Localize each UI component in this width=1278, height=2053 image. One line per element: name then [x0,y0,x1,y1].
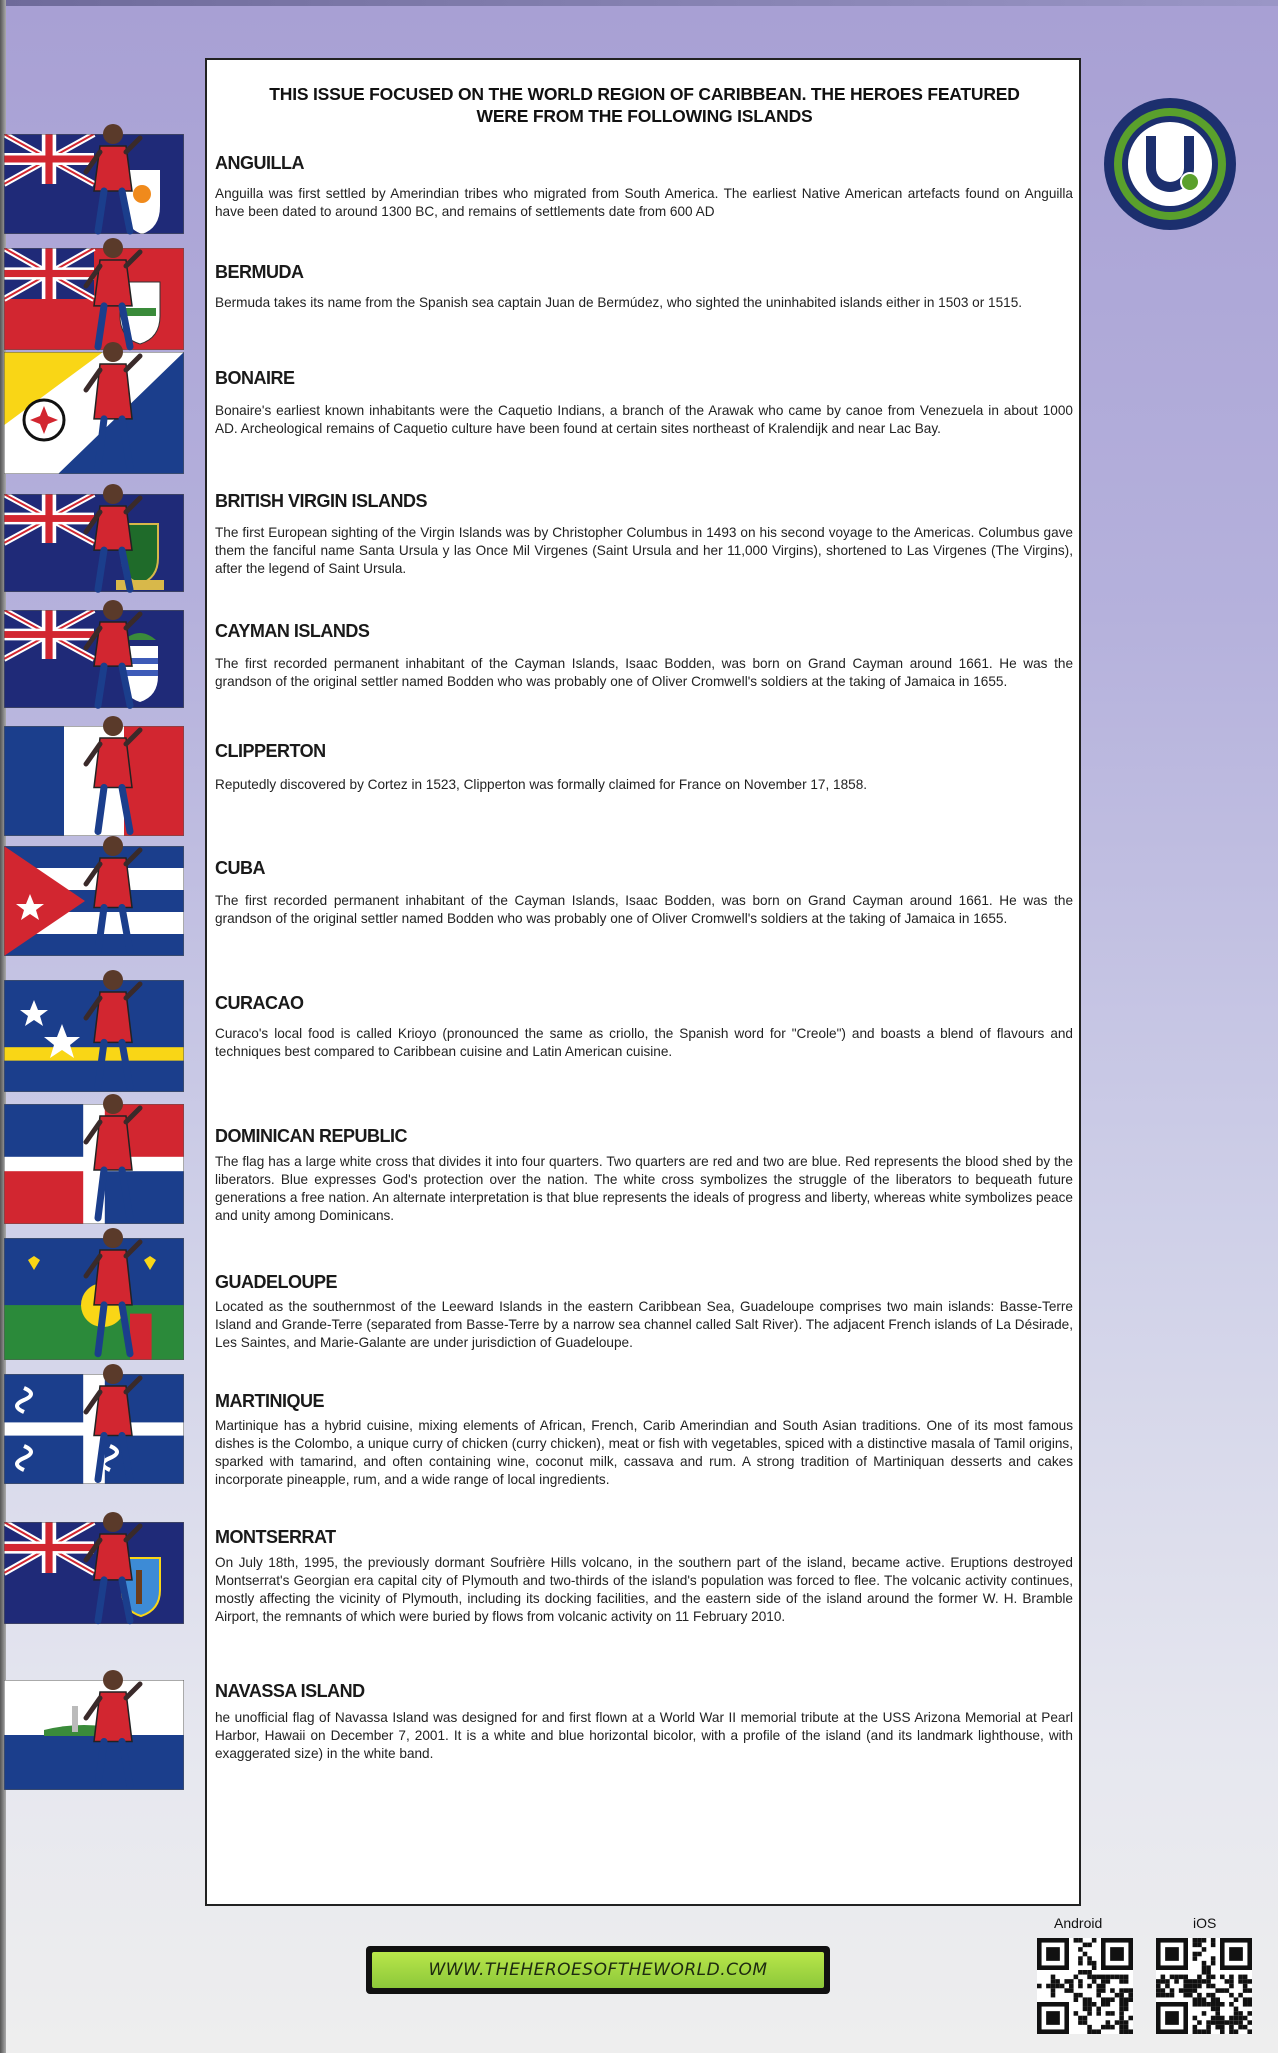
panel-heading [237,83,1052,127]
entry-text: The flag has a large white cross that divides it into four quarters. Two quarters are red and two are blue. Red represents the blood shed by the liberators. Blue expresses God's protection over the nation. The white cross symbolizes the struggle of the liberators to bequeath future generations a free nation. An alternate interpretation is that blue represents the ideals of progress and liberty, whereas white symbolizes peace and unity among Dominicans. [215,1154,1073,1223]
entry-text: Bonaire's earliest known inhabitants were the Caquetio Indians, a branch of the Arawak who came by canoe from Venezuela in about 1000 AD. Archeological remains of Caquetio culture have been found at certain sites northeast of Kralendijk and near Lac Bay. [215,403,1073,436]
entry-text: Anguilla was first settled by Amerindian tribes who migrated from South America. The earliest Native American artefacts found on Anguilla have been dated to around 1300 BC, and remains of settlements date from 600 AD [215,186,1073,219]
entry-title: BRITISH VIRGIN ISLANDS [215,491,428,511]
entry-guadeloupe [215,1271,1073,1352]
entry-title: BERMUDA [215,262,304,282]
hero-figure-icon [78,1508,148,1643]
heading-line-1: THIS ISSUE FOCUSED ON THE WORLD REGION OF CARIBBEAN. THE HEROES FEATURED [269,84,1020,104]
entry-montserrat [215,1526,1073,1626]
android-label: Android [1054,1915,1103,1931]
page-top-edge [0,0,1278,6]
hero-figure-icon [78,1360,148,1503]
entry-cuba [215,857,1073,928]
info-panel [205,58,1081,1906]
entry-text: The first recorded permanent inhabitant of the Cayman Islands, Isaac Bodden, was born on Grand Cayman around 1661. He was the grandson of the original settler named Bodden who was probably one of Oliver Cromwell's soldiers at the taking of Jamaica in 1655. [215,893,1073,926]
android-qr-code-icon[interactable] [1037,1938,1133,2034]
entry-martinique [215,1390,1073,1489]
entry-title: CAYMAN ISLANDS [215,621,370,641]
entry-title: BONAIRE [215,368,295,388]
entry-cayman-islands [215,620,1073,691]
entry-anguilla [215,152,1073,221]
entry-title: DOMINICAN REPUBLIC [215,1126,407,1146]
entry-text: The first European sighting of the Virgin Islands was by Christopher Columbus in 1493 on his second voyage to the Americas. Columbus gave them the fanciful name Santa Ursula y las Once Mil Virgenes (Saint Ursula and her 11,000 Virgins), shortened to Las Virgenes (The Virgins), after the legend of Saint Ursula. [215,525,1073,576]
entry-title: MONTSERRAT [215,1527,336,1547]
entry-text: Curaco's local food is called Krioyo (pronounced the same as criollo, the Spanish word for "Creole") and boasts a blend of flavours and techniques best compared to Caribbean cuisine and Latin American cuisine. [215,1026,1073,1059]
entry-title: ANGUILLA [215,153,304,173]
entry-title: CUBA [215,858,265,878]
hero-figure-icon [78,480,148,611]
entry-text: Located as the southernmost of the Leeward Islands in the eastern Caribbean Sea, Guadeloupe comprises two main islands: Basse-Terre Island and Grande-Terre (separated from Basse-Terre by a narrow sea channel called Salt River). The adjacent French islands of La Désirade, Les Saintes, and Marie-Galante are under jurisdiction of Guadeloupe. [215,1299,1073,1350]
hero-figure-icon [78,1224,148,1379]
entry-dominican-republic [215,1125,1073,1225]
hero-figure-icon [78,832,148,975]
heroes-logo-icon [1102,96,1238,232]
entry-title: NAVASSA ISLAND [215,1681,365,1701]
entry-text: On July 18th, 1995, the previously dormant Soufrière Hills volcano, in the southern part of the island, became active. Eruptions destroyed Montserrat's Georgian era capital city of Plymouth and two-thirds of the island's population was forced to flee. The volcanic activity continues, mostly affecting the vicinity of Plymouth, including its docking facilities, and the eastern side of the island around the former W. H. Bramble Airport, the remnants of which were buried by flows from volcanic activity on 11 February 2010. [215,1555,1073,1624]
entry-bonaire [215,367,1073,438]
entry-title: MARTINIQUE [215,1391,324,1411]
entry-curacao [215,992,1073,1061]
hero-figure-icon [78,1666,148,1809]
hero-figure-icon [78,338,148,493]
ios-label: iOS [1193,1915,1217,1931]
website-url[interactable]: WWW.THEHEROESOFTHEWORLD.COM [372,1952,824,1988]
entry-text: Reputedly discovered by Cortez in 1523, Clipperton was formally claimed for France on November 17, 1858. [215,777,868,792]
entry-text: Bermuda takes its name from the Spanish sea captain Juan de Bermúdez, who sighted the uninhabited islands either in 1503 or 1515. [215,295,1023,310]
entry-text: Martinique has a hybrid cuisine, mixing elements of African, French, Carib Amerindian and South Asian traditions. One of its most famous dishes is the Colombo, a unique curry of chicken (curry chicken), meat or fish with vegetables, spiced with a distinctive masala of Tamil origins, sparked with tamarind, and often containing wine, coconut milk, cassava and rum. A strong tradition of Martiniquan desserts and cakes incorporate pineapple, rum, and a wide range of local ingredients. [215,1418,1073,1487]
website-banner[interactable] [366,1946,830,1994]
entry-clipperton [215,740,1073,794]
heading-line-2: WERE FROM THE FOLLOWING ISLANDS [476,106,813,126]
entry-text: The first recorded permanent inhabitant of the Cayman Islands, Isaac Bodden, was born on Grand Cayman around 1661. He was the grandson of the original settler named Bodden who was probably one of Oliver Cromwell's soldiers at the taking of Jamaica in 1655. [215,656,1073,689]
hero-figure-icon [78,1090,148,1243]
ios-qr-code-icon[interactable] [1156,1938,1252,2034]
entry-bermuda [215,261,1073,312]
entry-text: he unofficial flag of Navassa Island was designed for and first flown at a World War II memorial tribute at the USS Arizona Memorial at Pearl Harbor, Hawaii on December 7, 2001. It is a white and blue horizontal bicolor, with a profile of the island (and its landmark lighthouse, with exaggerated size) in the white band. [215,1710,1073,1761]
entry-navassa-island [215,1680,1073,1763]
entry-title: GUADELOUPE [215,1272,338,1292]
hero-figure-icon [78,596,148,727]
entry-british-virgin-islands [215,490,1073,578]
entry-title: CLIPPERTON [215,741,326,761]
entry-title: CURACAO [215,993,304,1013]
